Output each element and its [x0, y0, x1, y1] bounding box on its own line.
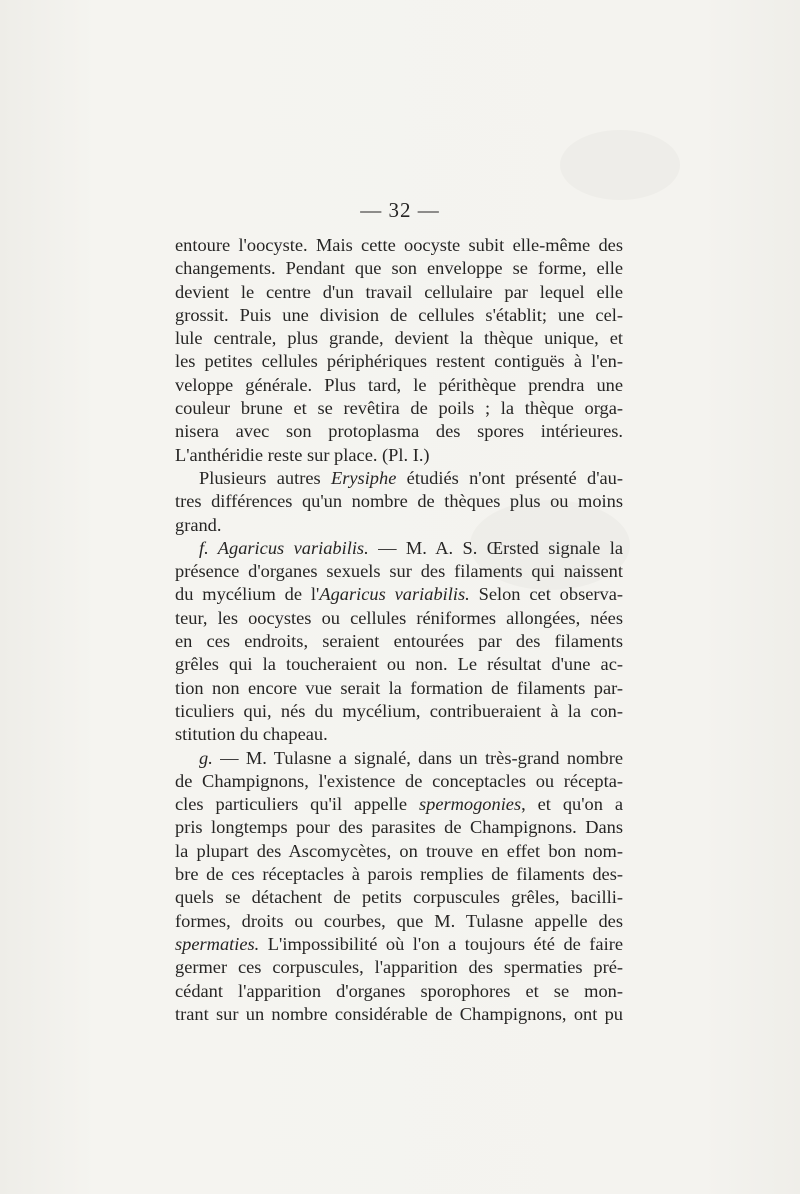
text-line — [175, 281, 623, 304]
text-line — [175, 234, 623, 257]
text-line — [175, 420, 623, 443]
text-line — [175, 816, 623, 839]
text-line — [175, 910, 623, 933]
text-line — [175, 327, 623, 350]
line-text: Plusieurs autres — [199, 467, 331, 488]
line-text: lule centrale, plus grande, devient la thèque unique, et — [175, 328, 623, 349]
line-text: grossit. Puis une division de cellules s'établit; une cel- — [175, 304, 623, 325]
line-text: formes, droits ou courbes, que M. Tulasne appelle des — [175, 910, 623, 931]
italic-text: Erysiphe — [330, 467, 397, 488]
line-text: pris longtemps pour des parasites de Champignons. Dans — [175, 817, 623, 838]
line-text: la plupart des Ascomycètes, on trouve en effet bon nom- — [175, 840, 623, 861]
line-text: , et qu'on a — [521, 794, 623, 815]
line-text: stitution du chapeau. — [175, 724, 328, 745]
line-text: couleur brune et se revêtira de poils ; la thèque orga- — [175, 398, 623, 419]
italic-text: g. — [199, 747, 213, 768]
line-text: ticuliers qui, nés du mycélium, contribueraient à la con- — [175, 700, 623, 721]
text-line — [175, 1003, 623, 1026]
line-text: tres différences qu'un nombre de thèques plus ou moins — [175, 491, 623, 512]
line-text: veloppe générale. Plus tard, le périthèque prendra une — [175, 374, 623, 395]
line-text: L'impossibilité où l'on a toujours été de faire — [259, 933, 623, 954]
text-line — [175, 863, 623, 886]
text-line — [175, 467, 623, 490]
line-text: grêles qui la toucheraient ou non. Le résultat d'une ac- — [175, 654, 623, 675]
text-line — [175, 770, 623, 793]
italic-text: spermaties. — [175, 933, 260, 954]
line-text: L'anthéridie reste sur place. (Pl. I.) — [175, 444, 430, 465]
text-line — [175, 490, 623, 513]
text-line — [175, 374, 623, 397]
text-line — [175, 444, 623, 467]
line-text: devient le centre d'un travail cellulaire par lequel elle — [175, 281, 623, 302]
italic-text: spermogonies — [418, 794, 522, 815]
line-text: présence d'organes sexuels sur des filaments qui naissent — [175, 561, 623, 582]
text-line — [175, 607, 623, 630]
line-text: entoure l'oocyste. Mais cette oocyste subit elle-même des — [175, 235, 623, 255]
text-line — [175, 630, 623, 653]
text-line — [175, 397, 623, 420]
paper-stain — [560, 130, 680, 200]
line-text: de Champignons, l'existence de conceptacles ou récepta- — [175, 770, 623, 791]
italic-text: Agaricus variabilis. — [319, 584, 470, 605]
text-line — [175, 653, 623, 676]
text-line — [175, 723, 623, 746]
text-line — [175, 677, 623, 700]
line-text: quels se détachent de petits corpuscules grêles, bacilli- — [175, 887, 623, 908]
italic-text: f. Agaricus variabilis. — [199, 537, 369, 558]
line-text: Selon cet observa- — [469, 584, 623, 605]
page-number: — 32 — — [360, 198, 440, 222]
text-line — [175, 514, 623, 537]
text-line — [175, 840, 623, 863]
text-line — [175, 583, 623, 606]
line-text: les petites cellules périphériques restent contiguës à l'en- — [175, 351, 623, 372]
line-text: cles particuliers qu'il appelle — [175, 794, 419, 815]
line-text: nisera avec son protoplasma des spores intérieures. — [175, 421, 623, 442]
line-text: bre de ces réceptacles à parois remplies de filaments des- — [175, 864, 623, 885]
line-text: teur, les oocystes ou cellules réniformes allongées, nées — [175, 607, 623, 628]
line-text: trant sur un nombre considérable de Champignons, ont pu — [175, 1003, 623, 1024]
body-text — [175, 234, 623, 1026]
text-line — [175, 700, 623, 723]
text-line — [175, 304, 623, 327]
text-line — [175, 257, 623, 280]
line-text: grand. — [175, 514, 222, 535]
line-text: changements. Pendant que son enveloppe se forme, elle — [175, 258, 623, 279]
line-text: — M. Tulasne a signalé, dans un très-grand nombre — [212, 747, 623, 768]
line-text: cédant l'apparition d'organes sporophores et se mon- — [175, 980, 623, 1001]
line-text: — M. A. S. Œrsted signale la — [368, 537, 623, 558]
text-line — [175, 747, 623, 770]
text-line — [175, 933, 623, 956]
text-line — [175, 886, 623, 909]
text-line — [175, 560, 623, 583]
text-line — [175, 980, 623, 1003]
text-line — [175, 793, 623, 816]
line-text: étudiés n'ont présenté d'au- — [396, 467, 623, 488]
line-text: en ces endroits, seraient entourées par des filaments — [175, 631, 623, 652]
text-line — [175, 956, 623, 979]
line-text: tion non encore vue serait la formation de filaments par- — [175, 677, 623, 698]
line-text: germer ces corpuscules, l'apparition des spermaties pré- — [175, 957, 623, 978]
text-line — [175, 537, 623, 560]
line-text: du mycélium de l' — [175, 584, 320, 605]
text-line — [175, 350, 623, 373]
